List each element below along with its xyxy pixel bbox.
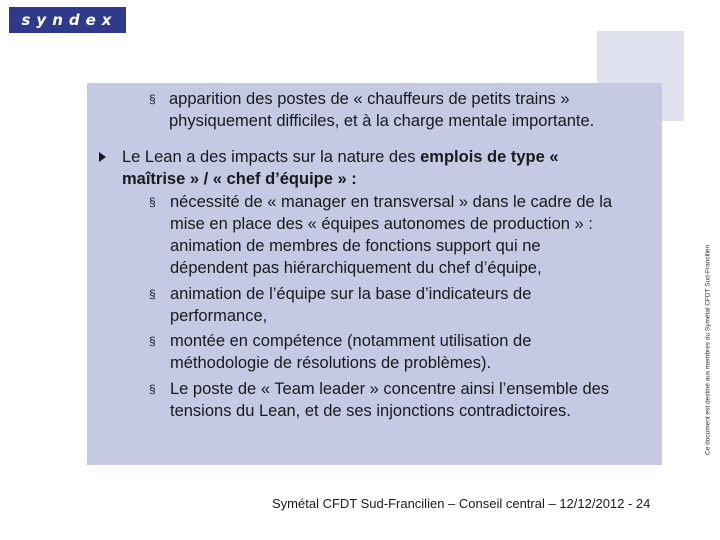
sub-bullet-1-line-2: mise en place des « équipes autonomes de production » :	[170, 215, 593, 233]
arrow-bullet-icon	[99, 152, 106, 162]
sub-bullet-1-line-3: animation de membres de fonctions support qui ne	[170, 237, 541, 255]
main-point-bold-2: maîtrise » / « chef d’équipe » :	[122, 170, 357, 188]
bullet-marker: §	[149, 382, 156, 396]
top-bullet-line-1: apparition des postes de « chauffeurs de petits trains »	[169, 90, 570, 108]
bullet-marker: §	[149, 195, 156, 209]
syndex-logo	[9, 7, 126, 33]
sub-bullet-4-line-2: tensions du Lean, et de ses injonctions contradictoires.	[170, 402, 571, 420]
confidentiality-note: Ce document est destiné aux membres du Symétal CFDT Sud-Francilien	[704, 244, 712, 455]
bullet-marker: §	[149, 334, 156, 348]
main-point-plain: Le Lean a des impacts sur la nature des	[122, 148, 421, 166]
sub-bullet-4-line-1: Le poste de « Team leader » concentre ainsi l’ensemble des	[170, 380, 610, 398]
sub-bullet-1-line-4: dépendent pas hiérarchiquement du chef d’équipe,	[170, 259, 542, 277]
bullet-marker: §	[149, 92, 156, 106]
sub-bullet-1-line-1: nécessité de « manager en transversal » dans le cadre de la	[170, 193, 613, 211]
main-point-bold-1: emplois de type «	[420, 148, 559, 166]
slide-footer: Symétal CFDT Sud-Francilien – Conseil central – 12/12/2012 - 24	[272, 496, 651, 511]
sub-bullet-2-line-2: performance,	[170, 307, 268, 325]
bullet-marker: §	[149, 287, 156, 301]
sub-bullet-2-line-1: animation de l’équipe sur la base d’indicateurs de	[170, 285, 532, 303]
main-point-line-2	[122, 168, 357, 190]
sub-bullet-3-line-1: montée en compétence (notamment utilisation de	[170, 332, 532, 350]
top-bullet-line-2: physiquement difficiles, et à la charge mentale importante.	[169, 112, 595, 130]
sub-bullet-3-line-2: méthodologie de résolutions de problèmes).	[170, 354, 492, 372]
main-point-line-1	[122, 146, 559, 168]
logo-text: syndex	[21, 11, 118, 29]
